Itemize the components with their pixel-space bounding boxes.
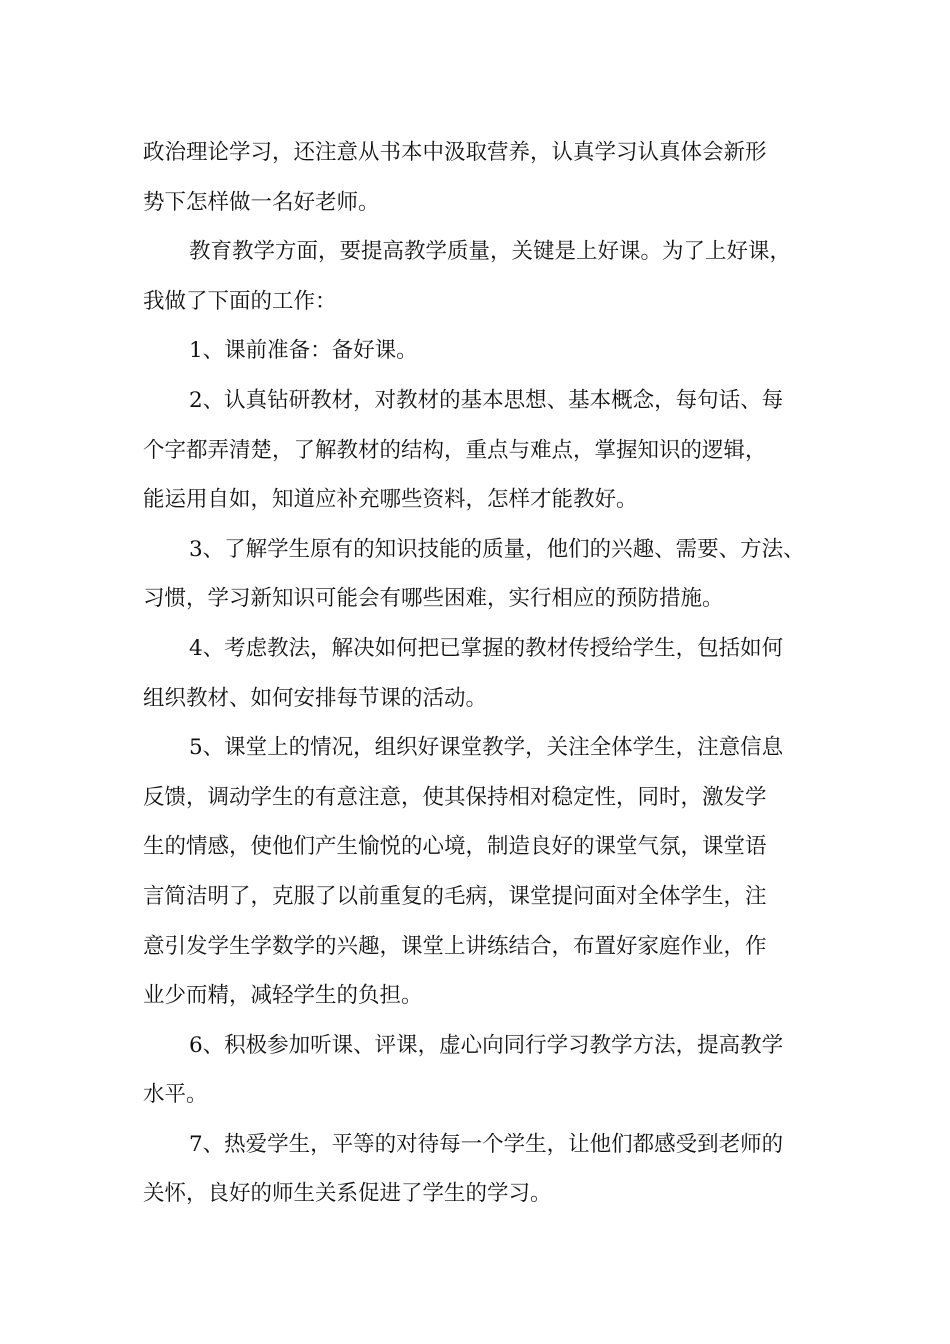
text-line: 势下怎样做一名好老师。 [143,189,380,215]
text-line: 能运用自如，知道应补充哪些资料，怎样才能教好。 [143,487,638,513]
text-line: 生的情感，使他们产生愉悦的心境，制造良好的课堂气氛，课堂语 [143,834,767,860]
list-item-4: 4、考虑教法，解决如何把已掌握的教材传授给学生，包括如何 [189,635,784,661]
list-item-5: 5、课堂上的情况，组织好课堂教学，关注全体学生，注意信息 [189,735,784,761]
text-line: 水平。 [143,1082,208,1108]
text-line: 意引发学生学数学的兴趣，课堂上讲练结合，布置好家庭作业，作 [143,933,767,959]
list-item-6: 6、积极参加听课、评课，虚心向同行学习教学方法，提高教学 [189,1032,784,1058]
body-text [143,128,815,1219]
text-line: 政治理论学习，还注意从书本中汲取营养，认真学习认真体会新形 [143,140,767,165]
list-item-2: 2、认真钻研教材，对教材的基本思想、基本概念，每句话、每 [189,387,784,413]
list-item-7: 7、热爱学生，平等的对待每一个学生，让他们都感受到老师的 [189,1131,784,1157]
text-line: 言简洁明了，克服了以前重复的毛病，课堂提问面对全体学生，注 [143,883,767,909]
text-line: 组织教材、如何安排每节课的活动。 [143,685,488,711]
text-line: 习惯，学习新知识可能会有哪些困难，实行相应的预防措施。 [143,586,724,612]
list-item-1: 1、课前准备：备好课。 [189,338,418,364]
text-line: 业少而精，减轻学生的负担。 [143,983,423,1009]
list-item-3: 3、了解学生原有的知识技能的质量，他们的兴趣、需要、方法、 [189,536,805,562]
paragraph-start-line: 教育教学方面，要提高教学质量，关键是上好课。为了上好课， [189,239,792,265]
text-line: 我做了下面的工作： [143,288,337,314]
text-line: 反馈，调动学生的有意注意，使其保持相对稳定性，同时，激发学 [143,784,767,810]
text-line: 关怀，良好的师生关系促进了学生的学习。 [143,1181,552,1207]
text-line: 个字都弄清楚，了解教材的结构，重点与难点，掌握知识的逻辑， [143,437,767,463]
